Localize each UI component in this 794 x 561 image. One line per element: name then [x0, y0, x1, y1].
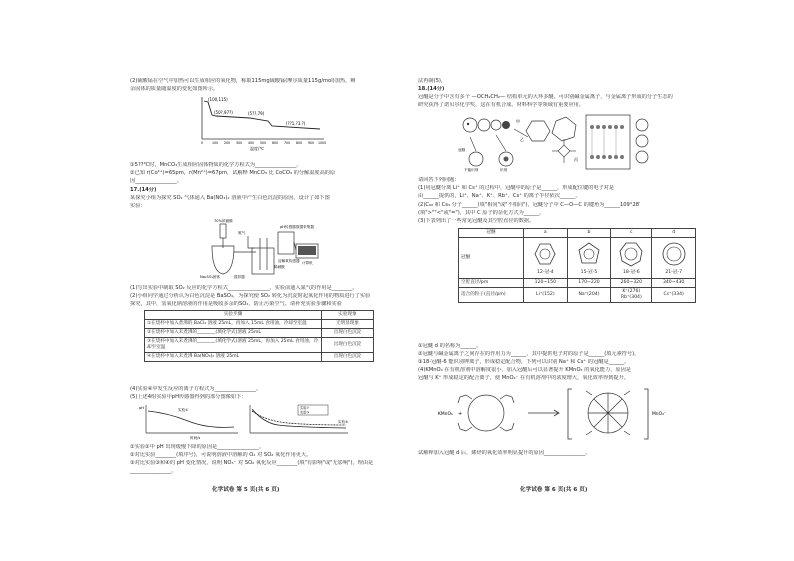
- table-cell: 无明显现象: [322, 320, 374, 329]
- right-page: [418, 75, 723, 495]
- text-line: (3)下表列出了一些常见冠醚及其空腔直径的数据。: [418, 218, 535, 224]
- tick-label: 300: [236, 141, 243, 145]
- text-line: ①冠醚 d 的名称为______。: [418, 343, 482, 349]
- text-line: (2)小组同学通过分析认为白色沉淀是 BaSO₄，为探究使 SO₂ 转化为沉淀时起氧化作用的物质进行了实验: [130, 293, 371, 299]
- text-line: (2)C₆₀ 和 Cs₃ 分子______(填"相同"或"不相同")，冠醚分子中 C—O—C 的键角为______109°28′: [418, 202, 641, 208]
- diagram-label: 冠醚: [458, 148, 466, 152]
- crown-ether-structure-icon: [576, 241, 602, 267]
- text-line: (填">""<"或"=")，其中 C 原子的杂化方式为______。: [418, 210, 545, 216]
- left-page: [130, 75, 435, 495]
- tga-point-label: (50?,97?): [214, 110, 233, 115]
- table-header-row: [145, 311, 374, 320]
- tick-label: 100: [212, 141, 219, 145]
- page-footer: 化学试卷 第 5 页(共 6 页): [212, 487, 280, 493]
- ph-series-label: 实验④: [338, 420, 349, 424]
- crown-ether-structure-icon: [618, 241, 644, 267]
- text-line: (4)实验④中发生反应的离子方程式为________________。: [130, 386, 262, 392]
- table-cell: Cs⁺(334): [652, 288, 696, 303]
- text-line: 试解释加入冠醚 d 后，烯烃的氧化效率明显提升的原因________________。: [418, 450, 591, 456]
- crown-ether-table: [458, 228, 696, 303]
- tick-label: 800: [296, 141, 303, 145]
- kmno4-crown-ether-reaction: [438, 385, 688, 443]
- tick-label: 400: [248, 141, 255, 145]
- reaction-label: +: [458, 411, 463, 417]
- experiment-table: [144, 310, 374, 362]
- text-line: 某探究小组为探究 SO₂ 气体通入 Ba(NO₃)₂ 溶液中产生白色沉淀的原因，设计了如下图: [130, 195, 330, 201]
- apparatus-label: 数据采集器: [296, 225, 314, 229]
- table-cell: 冠醚: [459, 238, 524, 279]
- table-header: 冠醚: [459, 229, 524, 238]
- tga-curve-figure: [188, 93, 328, 151]
- apparatus-label: 搅拌器: [234, 275, 245, 279]
- text-line: (1)写出实验中制取 SO₂ 反应的化学方程式________________，实验前通入氮气的作用是________。: [130, 285, 358, 291]
- table-header: d: [652, 229, 696, 238]
- crown-ether-name: 18-冠-6: [622, 269, 640, 275]
- text-line: ②冠醚与碱金属离子之间存在的作用力为______，其中提供电子对的原子是______(填元素符号)。: [418, 351, 640, 357]
- tga-xticks: [201, 141, 326, 145]
- reaction-label: KMnO₄: [438, 412, 453, 417]
- text-line: 因________________。: [130, 178, 182, 184]
- table-cell: 出现白色沉淀: [322, 353, 374, 362]
- text-line: 余固体的质量随温度的变化如图所示。: [130, 86, 219, 92]
- text-line: (5)上述4组实验中pH传感器得到的部分图像如下：: [130, 394, 247, 400]
- text-line: (4)KMnO₄ 在有机溶剂中溶解度很小，加入冠醚后可以显著提升 KMnO₄ 的氧化能力，原因是: [418, 367, 631, 373]
- crown-ether-structure-icon: [532, 241, 558, 267]
- text-line: ①实验②中 pH 出现缓慢下降的原因是________________。: [130, 444, 264, 450]
- text-line: 冠醚是分子中含有多个 —OCH₂CH₂— 结构单元的大环多醚，可识别碱金属离子，与金属离子形成的分子生态的: [418, 94, 673, 100]
- table-cell: 出现白色沉淀: [322, 329, 374, 338]
- tick-label: 200: [224, 141, 231, 145]
- table-cell: Na⁺(204): [567, 288, 611, 303]
- text-line: 探究，其中，氢氧化钠溶液的作用是吸收多余的SO₂，防止污染空气。请补充实验步骤和实验: [130, 301, 342, 307]
- table-cell: ④在烧杯中加入未煮沸 Ba(NO₃)₂ 溶液 25mL: [145, 353, 322, 362]
- apparatus-label: 70%浓硫酸: [214, 219, 233, 223]
- tick-label: 700: [284, 141, 291, 145]
- text-line: ③对比实验③和④的 pH 变化情况，说明 NO₃⁻ 对 SO₂ 氧化反应________(填"有影响"或"无影响")，理由是: [130, 460, 374, 466]
- table-cell: 340~430: [652, 279, 696, 288]
- table-cell: 260~320: [611, 279, 652, 288]
- table-cell: 120~150: [524, 279, 568, 288]
- table-row: [145, 353, 374, 362]
- table-row: [145, 329, 374, 338]
- table-cell: 170~220: [567, 279, 611, 288]
- table-cell: 适合的粒子(直径/pm): [459, 288, 524, 303]
- text-line: (2)硫酸锰在空气中加热可以生成相应的氧化物，称取115mg硫酸锰(摩尔质量115g/mol)加热，剩: [130, 78, 356, 84]
- text-line: 法再制(5)，: [418, 78, 447, 84]
- crown-ether-recognition-diagram: [456, 111, 666, 173]
- text-line: ①5??℃时，MnCO₃生成相应固体物质的化学方程式为________________。: [130, 162, 302, 168]
- text-line: ③18-冠醚-6 能识别钾离子，形成稳定配合物，下列可以识别 Na⁺ 和 Cs⁺ 的冠醚是______。: [418, 359, 630, 365]
- apparatus-label: 计算机: [302, 261, 313, 265]
- apparatus-label: pH传感器: [280, 225, 296, 229]
- text-line: 冠醚与 K⁺ 形成稳定的配合离子，使 MnO₄⁻ 在有机溶剂中的浓度增大，氧化效率得到提升。: [418, 375, 629, 381]
- table-header: 实验现象: [322, 311, 374, 320]
- tick-label: 0: [201, 141, 204, 145]
- table-cell: ②在烧杯中加入未煮沸的________(填化学式)溶液 25mL: [145, 329, 322, 338]
- table-cell: Li⁺(152): [524, 288, 568, 303]
- reaction-label: MnO₄⁻: [652, 412, 667, 417]
- table-cell: ③在烧杯中加入未煮沸的________(填化学式)溶液 25mL，再加入 25mL 食用油，冷却至室温: [145, 338, 322, 353]
- diagram-label: 丙: [574, 157, 578, 162]
- text-line: ②对比实验________(填序号)，可说明溶液中溶解的 O₂ 对 SO₂ 氧化作用更大。: [130, 452, 312, 458]
- diagram-label: 识别: [500, 168, 508, 172]
- apparatus-label: 氮气: [238, 231, 246, 235]
- table-row: [145, 338, 374, 353]
- table-header: c: [611, 229, 652, 238]
- table-cell: ①在烧杯中加入煮沸的 BaCl₂ 溶液 25mL，再加入 15mL 食用油，冷却至室温: [145, 320, 322, 329]
- table-header: b: [567, 229, 611, 238]
- crown-ether-name: 21-冠-7: [665, 269, 682, 275]
- ph-series-label: 实验③: [300, 410, 310, 415]
- apparatus-label: 稀硝酸: [274, 265, 285, 269]
- tga-point-label: (??1,?3.?): [286, 121, 306, 126]
- crown-ether-structure-icon: [661, 241, 687, 267]
- text-line: (1)用冠醚分离 Li⁺ 和 Cs⁺ 的过程中，冠醚中的原子是______，形成配位键的电子对是: [418, 185, 615, 191]
- ph-curves-figure: [138, 401, 368, 441]
- table-cell: [524, 238, 568, 279]
- ph-axis-label: pH: [139, 406, 144, 410]
- tga-xlabel: 温度/℃: [250, 146, 264, 151]
- table-row: [459, 288, 696, 303]
- table-header: a: [524, 229, 568, 238]
- table-cell: [567, 238, 611, 279]
- question-number: 17.(14分): [130, 187, 157, 193]
- tga-point-label: (100,115): [208, 97, 228, 102]
- tick-label: 500: [260, 141, 267, 145]
- page-footer: 化学试卷 第 6 页(共 6 页): [520, 487, 588, 493]
- tick-label: 600: [272, 141, 279, 145]
- text-line: 由______提供的，Li⁺、Na⁺、K⁺、Rb⁺、Cs⁺ 的离子半径依次______。: [418, 193, 581, 199]
- table-row: [459, 238, 696, 279]
- crown-ether-name: 12-冠-4: [536, 269, 554, 275]
- table-header-row: [459, 229, 696, 238]
- table-cell: [611, 238, 652, 279]
- table-row: [145, 320, 374, 329]
- table-cell: 出现白色沉淀: [322, 338, 374, 353]
- question-number: 18.(14分): [418, 86, 445, 92]
- tick-label: 900: [308, 141, 315, 145]
- table-cell: K⁺(276) Rb⁺(304): [611, 288, 652, 303]
- table-row: [459, 279, 696, 288]
- table-header: 实验步骤: [145, 311, 322, 320]
- text-line: 研究获得了诺贝尔化学奖，这在有机合成、材料科学等领域有重要应用。: [418, 102, 585, 108]
- ph-series-label: 实验①: [178, 408, 189, 412]
- text-line: ________________。: [130, 468, 177, 474]
- tga-point-label: (5??,79): [248, 111, 265, 116]
- apparatus-diagram: [190, 218, 340, 282]
- text-line: ②已知 r(Co²⁺)=65pm，r(Mn²⁺)=67pm，试解释 MnCO₃ 比 CoCO₃ 的分解温度高的原: [130, 170, 336, 176]
- ph-series-label: 实验②: [300, 406, 310, 410]
- ph-xlabel: 时间/s: [190, 436, 201, 440]
- text-line: 请回答下列问题：: [418, 177, 460, 183]
- table-cell: 空腔直径/pm: [459, 279, 524, 288]
- diagram-label: 甲: [516, 119, 520, 124]
- text-line: 实验：: [130, 203, 146, 209]
- diagram-label: 乙: [520, 137, 524, 142]
- crown-ether-name: 15-冠-5: [580, 269, 598, 275]
- apparatus-label: 溶解氧传感器: [278, 259, 300, 263]
- tick-label: 1000: [318, 141, 327, 145]
- apparatus-label: Na₂SO₃固体: [200, 275, 221, 279]
- table-cell: [652, 238, 696, 279]
- diagram-label: 不能识别: [464, 168, 479, 172]
